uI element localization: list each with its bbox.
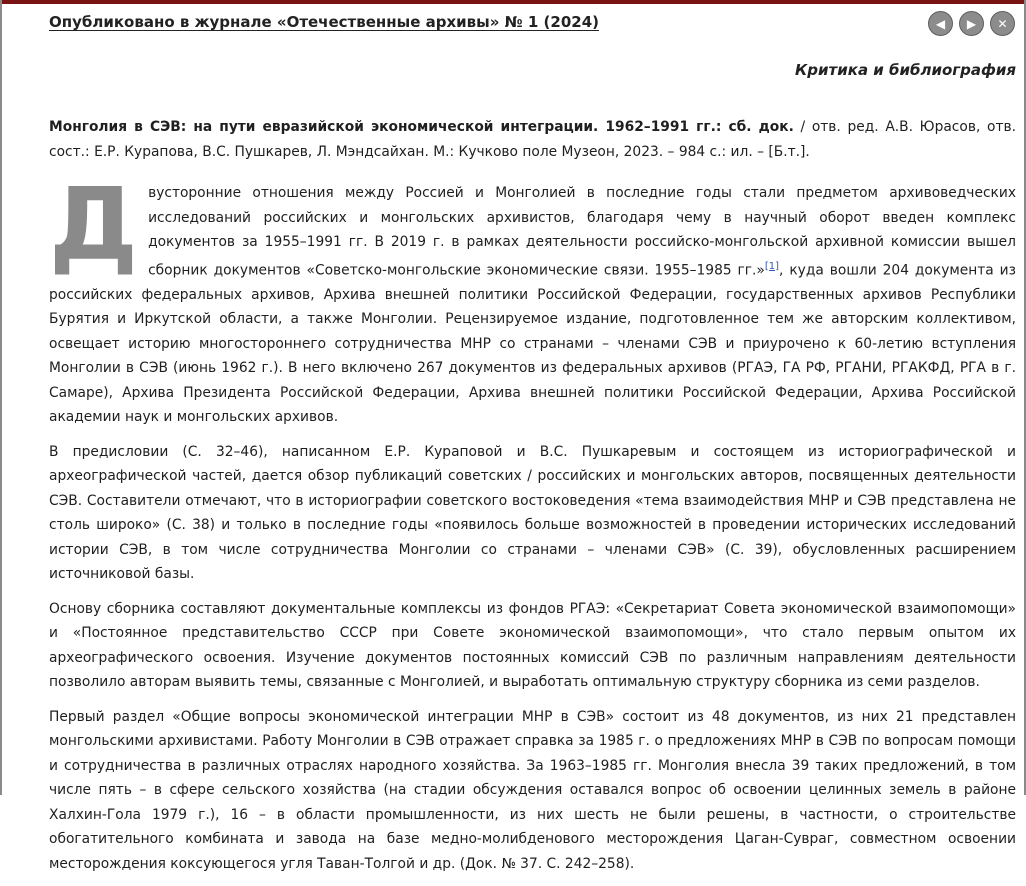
arrow-left-icon: ◀: [935, 16, 946, 31]
paragraph-3: Основу сборника составляют документальные комплексы из фондов РГАЭ: «Секретариат Совета экономической взаимопомощи» и «Постоянное представительство СССР при Совете экономической взаимопомощи», что стало первым опытом их археографического освоения. Изучение документов постоянных комиссий СЭВ по различным направлениям деятельности позволило авторам выявить темы, связанные с Монголией, и выработать оптимальную структуру сборника из семи разделов.: [49, 600, 1016, 691]
drop-cap: Д: [49, 166, 139, 283]
section-heading: Критика и библиография: [795, 61, 1016, 79]
book-details: / отв. ред. А.В. Юрасов, отв. сост.: Е.Р. Курапова, В.С. Пушкарев, Л. Мэндсайхан. М.: Кучково поле Музеон, 2023. – 984 с.: ил. – [Б.т.].: [49, 119, 1017, 160]
page-navigation: [928, 11, 1015, 36]
journal-header-link[interactable]: Опубликовано в журнале «Отечественные архивы» № 1 (2024): [49, 13, 599, 31]
close-button[interactable]: [990, 11, 1015, 36]
paragraph-1-text-b: , куда вошли 204 документа из российских федеральных архивов, Архива внешней политики Российской Федерации, государственных архивов Республики Бурятия и Иркутской области, а также Монголии. Рецензируемое издание, подготовленное тем же авторским коллективом, освещает историю многостороннего сотрудничества МНР со странами – членами СЭВ и приурочено к 60-летию вступления Монголии в СЭВ (июнь 1962 г.). В него включено 267 документов из федеральных архивов (РГАЭ, ГА РФ, РГАНИ, РГАКФД, РГА в г. Самаре), Архива Президента Российской Федерации, Архива внешней политики Российской Федерации, Архива Российской академии наук и монгольских архивов.: [49, 262, 1016, 426]
window-left-border: [0, 0, 2, 795]
document-page: [30, 0, 1017, 872]
book-title: Монголия в СЭВ: на пути евразийской экономической интеграции. 1962–1991 гг.: сб. док.: [49, 119, 794, 135]
next-page-button[interactable]: [959, 11, 984, 36]
prev-page-button[interactable]: [928, 11, 953, 36]
paragraph-4: Первый раздел «Общие вопросы экономической интеграции МНР в СЭВ» состоит из 48 документов, из них 21 представлен монгольскими архивистами. Работу Монголии в СЭВ отражает справка за 1985 г. о предложениях МНР в СЭВ по вопросам помощи и сотрудничества в различных отраслях народного хозяйства. За 1963–1985 гг. Монголия внесла 39 таких предложений, в том числе пять – в сфере сельского хозяйства (на стадии обсуждения оставался вопрос об освоении целинных земель в районе Халхин-Гола 1979 г.), 16 – в области промышленности, из них шесть не были решены, в частности, о строительстве обогатительного комбината и завода на базе медно-молибденового месторождения Цаган-Сувраг, совместном освоении месторождения коксующегося угля Таван-Толгой и др. (Док. № 37. С. 242–258).: [49, 708, 1016, 872]
close-icon: ✕: [997, 16, 1008, 31]
paragraph-2: В предисловии (С. 32–46), написанном Е.Р. Кураповой и В.С. Пушкаревым и состоящем из историографической и археографической частей, дается обзор публикаций советских / российских и монгольских авторов, посвященных деятельности СЭВ. Составители отмечают, что в историографии советского востоковедения «тема взаимодействия МНР и СЭВ представлена не столь широко» (С. 38) и только в последние годы «появилось больше возможностей в проведении исторических исследований истории СЭВ, в том числе сотрудничества Монголии со странами – членами СЭВ» (С. 39), обусловленных расширением источниковой базы.: [49, 443, 1016, 583]
bibliographic-reference: [49, 115, 1016, 165]
article-body: [49, 115, 1016, 886]
footnote-link[interactable]: [1]: [764, 260, 780, 272]
paragraph-1: [49, 166, 1016, 430]
arrow-right-icon: ▶: [966, 16, 977, 31]
paragraph-1-text-a: вусторонние отношения между Россией и Монголией в последние годы стали предметом архивоведческих исследований российских и монгольских архивистов, благодаря чему в научный оборот введен комплекс документов за 1955–1991 гг. В 2019 г. в рамках деятельности российско-монгольской архивной комиссии вышел сборник документов «Советско-монгольские экономические связи. 1955–1985 гг.»: [148, 185, 1016, 279]
